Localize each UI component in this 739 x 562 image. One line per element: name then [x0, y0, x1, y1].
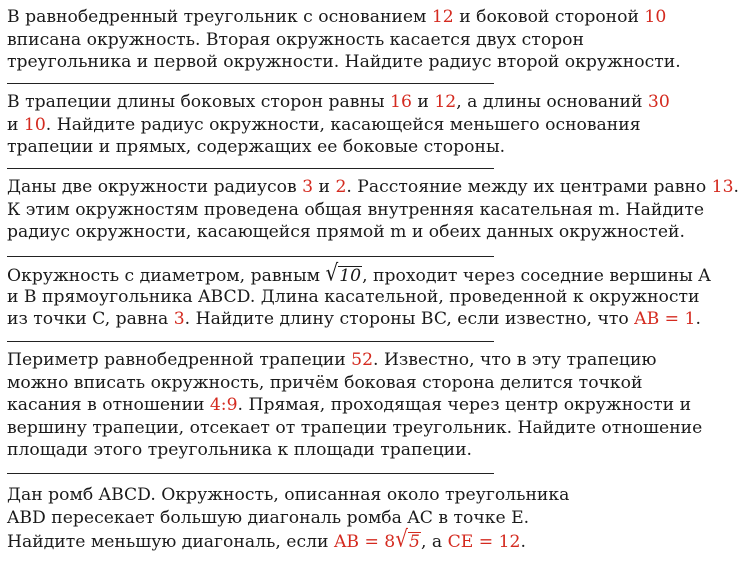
text-run: , а: [420, 532, 448, 552]
text-run: треугольника и первой окружности. Найдите радиус второй окружности.: [7, 52, 681, 72]
text-run: . Известно, что в эту трапецию: [373, 350, 657, 370]
highlighted-value: 3: [173, 309, 185, 329]
text-run: .: [520, 532, 526, 552]
text-run: . Найдите радиус окружности, касающейся меньшего основания: [45, 114, 641, 135]
problem-4: [7, 258, 711, 331]
text-run: из точки C, равна: [7, 309, 174, 329]
highlighted-value: CE = 12: [447, 532, 521, 552]
text-run: , а длины оснований: [456, 92, 648, 112]
highlighted-value: 30: [647, 92, 670, 112]
highlighted-value: 12: [434, 92, 457, 112]
text-run: ABD пересекает большую диагональ ромба AC в точке E.: [7, 507, 530, 528]
divider: [7, 341, 494, 342]
text-line: [7, 114, 675, 137]
highlighted-value: 10: [644, 7, 667, 27]
text-run: радиус окружности, касающейся прямой m и обеих данных окружностей.: [7, 222, 685, 242]
text-run: , проходит через соседние вершины A: [362, 266, 711, 286]
text-run: В трапеции длины боковых сторон равны: [7, 92, 391, 112]
text-line: [7, 308, 701, 331]
text-run: . Найдите длину стороны BC, если известно, что: [184, 309, 635, 329]
radical-sign-icon: √: [325, 258, 339, 287]
text-run: Даны две окружности радиусов: [7, 177, 303, 197]
highlighted-value: 16: [390, 92, 412, 112]
text-line: [7, 507, 675, 530]
text-line: [7, 417, 703, 440]
highlighted-value: AB = 1: [634, 309, 696, 329]
text-run: Найдите меньшую диагональ, если: [7, 532, 334, 552]
problem-2: [7, 91, 675, 159]
text-run: Дан ромб ABCD. Окружность, описанная около треугольника: [7, 485, 570, 505]
text-run: Периметр равнобедренной трапеции: [7, 350, 352, 370]
divider: [7, 83, 494, 84]
text-run: . Расстояние между их центрами равно: [346, 177, 712, 197]
text-line: [7, 29, 675, 52]
divider: [7, 473, 494, 474]
problem-3: [7, 176, 739, 244]
text-line: [7, 221, 685, 244]
square-root: [325, 258, 362, 288]
highlighted-value: 3: [302, 177, 314, 197]
text-line: [7, 6, 675, 29]
text-run: и B прямоугольника ABCD. Длина касательной, проведенной к окружности: [7, 286, 700, 307]
text-run: . Прямая, проходящая через центр окружности и: [237, 395, 692, 415]
text-run: .: [695, 309, 701, 329]
highlighted-value: 52: [351, 350, 374, 370]
problem-1: [7, 6, 681, 74]
text-line: [7, 136, 675, 159]
text-line: [7, 372, 675, 395]
text-line: [7, 91, 675, 114]
text-run: .: [733, 177, 739, 197]
problem-6: [7, 484, 675, 552]
text-run: Окружность с диаметром, равным: [7, 266, 326, 286]
highlighted-value: 10: [23, 114, 46, 135]
text-run: и: [313, 177, 336, 197]
text-run: и: [7, 114, 24, 135]
text-run: трапеции и прямых, содержащих ее боковые стороны.: [7, 137, 506, 157]
highlighted-value: 4:9: [209, 395, 238, 415]
text-run: К этим окружностям проведена общая внутренняя касательная m. Найдите: [7, 199, 705, 220]
text-line: [7, 439, 675, 462]
text-line: [7, 258, 711, 287]
text-line: [7, 286, 700, 309]
text-run: площади этого треугольника к площади трапеции.: [7, 440, 473, 460]
radical-sign-icon: √: [395, 524, 408, 553]
text-line: [7, 199, 705, 222]
text-line: [7, 51, 681, 74]
radicand: 5: [409, 532, 420, 552]
divider: [7, 168, 494, 169]
text-line: [7, 524, 675, 553]
divider: [7, 256, 494, 257]
text-line: [7, 176, 739, 199]
text-run: можно вписать окружность, причём боковая сторона делится точкой: [7, 372, 643, 393]
radicand: 10: [339, 266, 362, 286]
text-line: [7, 394, 692, 417]
text-run: вершину трапеции, отсекает от трапеции треугольник. Найдите отношение: [7, 417, 703, 438]
text-line: [7, 349, 675, 372]
highlighted-value: AB = 8: [333, 532, 396, 552]
text-run: и боковой стороной: [453, 7, 645, 27]
text-run: вписана окружность. Вторая окружность касается двух сторон: [7, 29, 584, 50]
text-run: и: [411, 92, 435, 112]
highlighted-value: 2: [335, 177, 347, 197]
problem-5: [7, 349, 703, 462]
text-run: В равнобедренный треугольник с основанием: [7, 7, 432, 27]
highlighted-value: 13: [711, 177, 734, 197]
highlighted-value: 12: [431, 7, 454, 27]
square-root: [395, 524, 421, 554]
text-line: [7, 484, 675, 507]
text-run: касания в отношении: [7, 395, 210, 415]
